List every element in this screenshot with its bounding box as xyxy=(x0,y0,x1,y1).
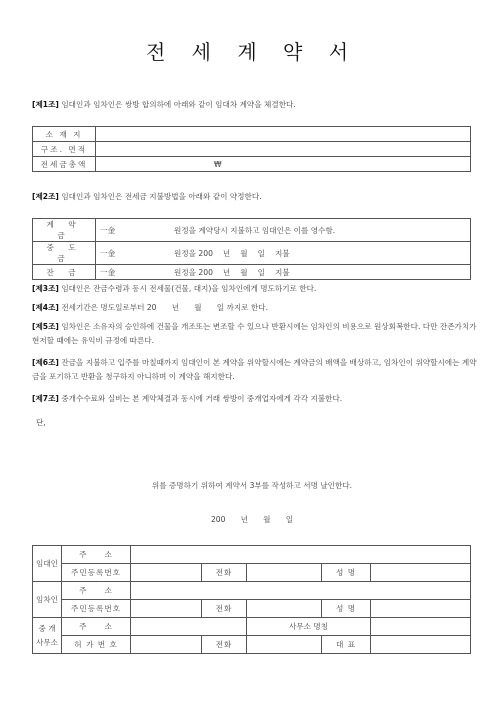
payment-desc-balance: 원정을 200 년 월 일 지불 xyxy=(170,265,471,280)
landlord-address-field[interactable] xyxy=(131,546,471,564)
payment-label-interim: 중 도 금 xyxy=(33,242,96,265)
payment-desc-contract: 원정을 계약당시 지불하고 임대인은 이를 영수함. xyxy=(170,219,471,242)
landlord-phone-label: 전화 xyxy=(202,564,247,582)
article-3-text: 임대인은 잔금수령과 동시 전세물(건물, 대지)을 임차인에게 명도하기로 한다. xyxy=(58,284,317,293)
property-table xyxy=(32,126,471,172)
agent-address-row xyxy=(33,618,471,636)
agent-license-field[interactable] xyxy=(131,636,202,654)
tenant-address-row xyxy=(33,582,471,600)
landlord-phone-field[interactable] xyxy=(247,564,322,582)
article-6-tag: [제6조] xyxy=(32,358,59,367)
agent-label: 중 개 사무소 xyxy=(33,618,62,654)
tenant-id-label: 주민등록번호 xyxy=(62,600,131,618)
contract-date: 200 년 월 일 xyxy=(210,515,294,524)
property-value-deposit[interactable]: ₩ xyxy=(96,157,471,172)
agent-license-label: 허 가 번 호 xyxy=(62,636,131,654)
article-5-text: 임차인은 소유자의 승인하에 건물을 개조또는 변조할 수 있으나 반환시에는 임차인의 비용으로 원상회복한다. 다만 잔존가치가 현저할 때에는 유익비 규정에 따른다. xyxy=(32,322,477,345)
article-4-text: 전세기간은 명도일로부터 20 년 월 일 까지로 한다. xyxy=(58,303,268,312)
property-value-address[interactable] xyxy=(96,127,471,142)
payment-label-contract: 계 약 금 xyxy=(33,219,96,242)
article-2-text: 임대인과 임차인은 전세금 지불방법을 아래와 같이 약정한다. xyxy=(58,192,262,201)
agent-rep-label: 대 표 xyxy=(322,636,371,654)
special-note: 단, xyxy=(36,418,46,427)
payment-amount-interim[interactable]: 一金 xyxy=(96,242,171,265)
landlord-address-label: 주 소 xyxy=(62,546,131,564)
property-row-structure xyxy=(33,142,471,157)
agent-office-field[interactable] xyxy=(371,618,471,636)
article-5-tag: [제5조] xyxy=(32,322,59,331)
tenant-phone-label: 전화 xyxy=(202,600,247,618)
landlord-name-label: 성 명 xyxy=(322,564,371,582)
agent-office-label: 사무소 명칭 xyxy=(247,618,371,636)
article-2-tag: [제2조] xyxy=(32,192,59,201)
article-1 xyxy=(32,98,482,112)
landlord-id-label: 주민등록번호 xyxy=(62,564,131,582)
payment-amount-contract[interactable]: 一金 xyxy=(96,219,171,242)
payment-row-contract xyxy=(33,219,471,242)
tenant-address-field[interactable] xyxy=(131,582,471,600)
tenant-id-row xyxy=(33,600,471,618)
tenant-label: 임차인 xyxy=(33,582,62,618)
article-7-tag: [제7조] xyxy=(32,394,59,403)
payment-table xyxy=(32,218,471,280)
property-row-address xyxy=(33,127,471,142)
property-row-deposit xyxy=(33,157,471,172)
article-1-tag: [제1조] xyxy=(32,100,59,109)
article-3 xyxy=(32,282,482,296)
agent-phone-label: 전화 xyxy=(202,636,247,654)
tenant-name-label: 성 명 xyxy=(322,600,371,618)
landlord-label: 임대인 xyxy=(33,546,62,582)
closing-statement: 위를 증명하기 위하여 계약서 3부를 작성하고 서명 날인한다. xyxy=(151,481,353,490)
payment-row-interim xyxy=(33,242,471,265)
landlord-id-row xyxy=(33,564,471,582)
article-2 xyxy=(32,190,482,204)
payment-label-balance: 잔 금 xyxy=(33,265,96,280)
property-value-structure[interactable] xyxy=(96,142,471,157)
payment-desc-interim: 원정을 200 년 월 일 지불 xyxy=(170,242,471,265)
property-label-deposit: 전세금총액 xyxy=(33,157,96,172)
article-4 xyxy=(32,301,482,315)
tenant-phone-field[interactable] xyxy=(247,600,322,618)
property-label-structure: 구조. 면적 xyxy=(33,142,96,157)
tenant-address-label: 주 소 xyxy=(62,582,131,600)
article-4-tag: [제4조] xyxy=(32,303,59,312)
payment-amount-balance[interactable]: 一金 xyxy=(96,265,171,280)
article-7-text: 중개수수료와 실비는 본 계약체결과 동시에 거래 쌍방이 중개업자에게 각각 지불한다. xyxy=(58,394,343,403)
agent-license-row xyxy=(33,636,471,654)
signature-table xyxy=(32,545,471,654)
agent-address-field[interactable] xyxy=(131,618,247,636)
article-3-tag: [제3조] xyxy=(32,284,59,293)
page-title: 전 세 계 약 서 xyxy=(145,40,359,64)
agent-phone-field[interactable] xyxy=(247,636,322,654)
article-6 xyxy=(32,356,482,384)
article-5 xyxy=(32,320,482,348)
agent-rep-field[interactable] xyxy=(371,636,471,654)
landlord-address-row xyxy=(33,546,471,564)
payment-row-balance xyxy=(33,265,471,280)
property-label-address: 소 재 지 xyxy=(33,127,96,142)
tenant-id-field[interactable] xyxy=(131,600,202,618)
article-6-text: 잔금을 지불하고 입주를 마칠때까지 임대인이 본 계약을 위약할시에는 계약금의 배액을 배상하고, 임차인이 위약할시에는 계약금을 포기하고 반환을 청구하지 아니하며 이 계약을 해지한다. xyxy=(32,358,477,381)
agent-address-label: 주 소 xyxy=(62,618,131,636)
tenant-name-field[interactable] xyxy=(371,600,471,618)
article-7 xyxy=(32,392,482,406)
landlord-name-field[interactable] xyxy=(371,564,471,582)
article-1-text: 임대인과 임차인은 쌍방 합의하에 아래와 같이 임대차 계약을 체결한다. xyxy=(58,100,296,109)
landlord-id-field[interactable] xyxy=(131,564,202,582)
